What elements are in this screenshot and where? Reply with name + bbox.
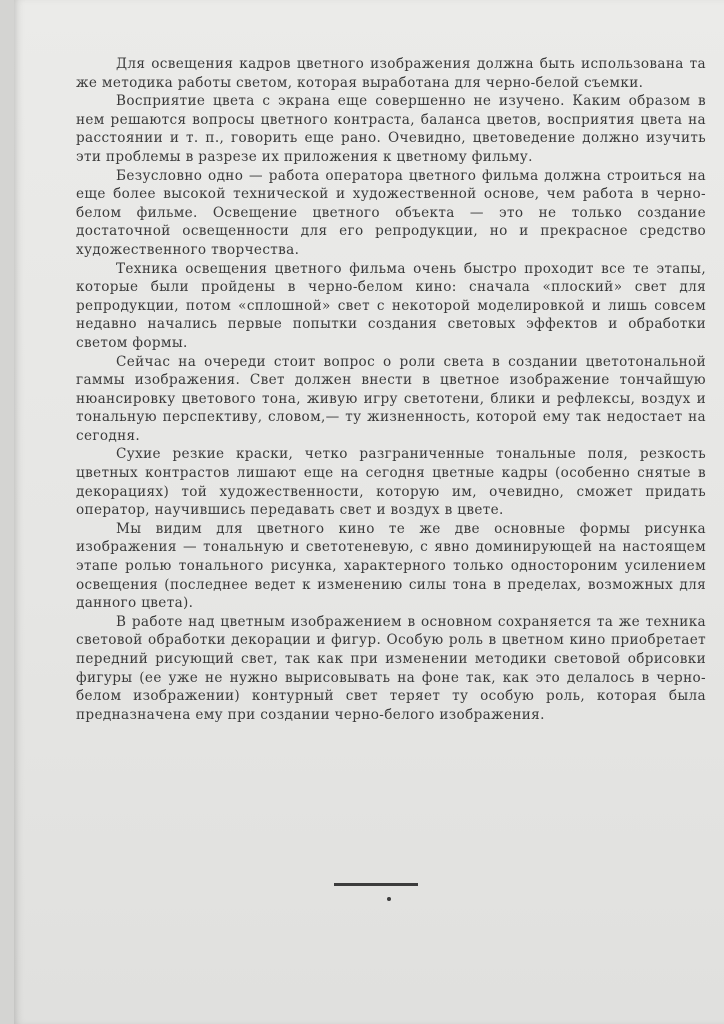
paragraph-light-role: Сейчас на очереди стоит вопрос о роли света в создании цветотональной гаммы изображения. Свет должен внести в цветное изображение тончайшую нюансировку цветового тона, живую игру светотени, блики и рефлексы, воздух и тональную перспективу, словом,— ту жизненность, которой ему так недостает на сегодня.: [76, 353, 706, 444]
paragraph-front-light: В работе над цветным изображением в основном сохраняется та же техника световой обработки декорации и фигур. Особую роль в цветном кино приобретает передний рисующий свет, так как при изменении методики световой обрисовки фигуры (ее уже не нужно вырисовывать на фоне так, как это делалось в черно-белом изображении) контурный свет теряет ту особую роль, которая была предназначена ему при создании черно-белого изображения.: [76, 613, 706, 723]
paragraph-harsh-colors: Сухие резкие краски, четко разграниченные тональные поля, резкость цветных контрастов лишают еще на сегодня цветные кадры (особенно снятые в декорациях) той художественности, которую им, очевидно, сможет придать оператор, научившись передавать свет и воздух в цвете.: [76, 446, 706, 519]
paragraph-color-perception: Восприятие цвета с экрана еще совершенно не изучено. Каким образом в нем решаются вопросы цветного контраста, баланса цветов, восприятия цвета на расстоянии и т. п., говорить еще рано. Очевидно, цветоведение должно изучить эти проблемы в разрезе их приложения к цветному фильму.: [76, 93, 706, 165]
paragraph-drawing-forms: Мы видим для цветного кино те же две основные формы рисунка изображения — тональную и светотеневую, с явно доминирующей на настоящем этапе ролью тонального рисунка, характерного только одностороним усилением освещения (последнее ведет к изменению силы тона в пределах, возможных для данного цвета).: [76, 520, 706, 612]
end-dot: [387, 897, 391, 901]
end-rule: [334, 883, 418, 886]
paragraph-lighting-methodology: Для освещения кадров цветного изображения должна быть использована та же методика работы светом, которая выработана для черно-белой съемки.: [76, 56, 706, 91]
paragraph-lighting-technique: Техника освещения цветного фильма очень быстро проходит все те этапы, которые были пройдены в черно-белом кино: сначала «плоский» свет для репродукции, потом «сплошной» свет с некоторой моделировкой и лишь совсем недавно начались первые попытки создания световых эффектов и обработки светом формы.: [76, 260, 706, 351]
body-text: [76, 55, 706, 724]
book-page: [14, 0, 724, 1024]
paragraph-operator-work: Безусловно одно — работа оператора цветного фильма должна строиться на еще более высокой технической и художественной основе, чем работа в черно-белом фильме. Освещение цветного объекта — это не только создание достаточной освещенности для его репродукции, но и прекрасное средство художественного творчества.: [76, 167, 706, 258]
